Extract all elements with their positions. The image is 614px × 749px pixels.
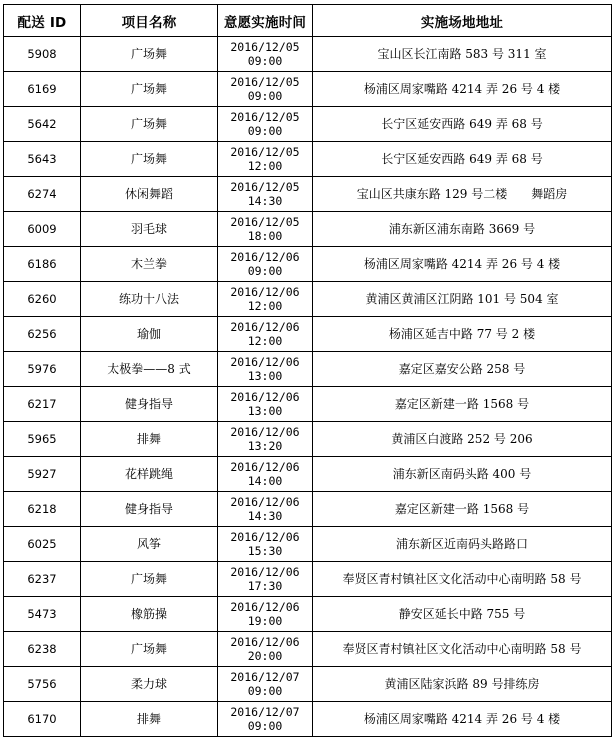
row-intended-time (218, 72, 313, 107)
row-project-name: 健身指导 (81, 492, 218, 527)
row-date: 2016/12/06 (230, 460, 300, 474)
row-id: 6260 (4, 282, 81, 317)
row-id: 6217 (4, 387, 81, 422)
table-row (4, 107, 612, 142)
row-intended-time (218, 527, 313, 562)
table-row (4, 667, 612, 702)
table-row (4, 317, 612, 352)
row-date: 2016/12/07 (230, 705, 300, 719)
header-venue-address: 实施场地地址 (313, 5, 612, 37)
row-project-name: 健身指导 (81, 387, 218, 422)
row-id: 6025 (4, 527, 81, 562)
row-date: 2016/12/07 (230, 670, 300, 684)
table-header (4, 5, 612, 37)
row-intended-time (218, 597, 313, 632)
row-time: 13:00 (247, 369, 283, 383)
row-venue-address: 长宁区延安西路 649 弄 68 号 (313, 107, 612, 142)
row-intended-time (218, 632, 313, 667)
row-project-name: 花样跳绳 (81, 457, 218, 492)
table-row (4, 597, 612, 632)
row-venue-address: 长宁区延安西路 649 弄 68 号 (313, 142, 612, 177)
row-id: 6274 (4, 177, 81, 212)
table-row (4, 37, 612, 72)
row-venue-address: 宝山区共康东路 129 号二楼 舞蹈房 (313, 177, 612, 212)
row-id: 5908 (4, 37, 81, 72)
table-row (4, 387, 612, 422)
row-intended-time (218, 317, 313, 352)
row-id: 5965 (4, 422, 81, 457)
row-date: 2016/12/06 (230, 425, 300, 439)
row-project-name: 广场舞 (81, 72, 218, 107)
header-id: 配送 ID (4, 5, 81, 37)
table-row (4, 527, 612, 562)
table-row (4, 212, 612, 247)
row-date: 2016/12/05 (230, 110, 300, 124)
row-id: 6256 (4, 317, 81, 352)
row-date: 2016/12/06 (230, 285, 300, 299)
row-date: 2016/12/06 (230, 390, 300, 404)
row-date: 2016/12/05 (230, 180, 300, 194)
row-project-name: 排舞 (81, 702, 218, 737)
row-time: 12:00 (247, 299, 283, 313)
row-id: 5643 (4, 142, 81, 177)
row-intended-time (218, 107, 313, 142)
table-row (4, 177, 612, 212)
row-project-name: 柔力球 (81, 667, 218, 702)
row-venue-address: 嘉定区嘉安公路 258 号 (313, 352, 612, 387)
row-time: 13:00 (247, 404, 283, 418)
table-row (4, 72, 612, 107)
row-id: 5473 (4, 597, 81, 632)
row-project-name: 排舞 (81, 422, 218, 457)
row-project-name: 羽毛球 (81, 212, 218, 247)
table-row (4, 702, 612, 737)
row-venue-address: 黄浦区黄浦区江阴路 101 号 504 室 (313, 282, 612, 317)
row-id: 5976 (4, 352, 81, 387)
row-intended-time (218, 457, 313, 492)
row-time: 18:00 (247, 229, 283, 243)
row-project-name: 广场舞 (81, 142, 218, 177)
row-date: 2016/12/06 (230, 600, 300, 614)
row-project-name: 广场舞 (81, 37, 218, 72)
row-venue-address: 嘉定区新建一路 1568 号 (313, 492, 612, 527)
table-row (4, 562, 612, 597)
row-time: 09:00 (247, 54, 283, 68)
row-time: 17:30 (247, 579, 283, 593)
row-time: 14:30 (247, 509, 283, 523)
table-row (4, 492, 612, 527)
table-row (4, 632, 612, 667)
row-date: 2016/12/05 (230, 215, 300, 229)
row-venue-address: 杨浦区周家嘴路 4214 弄 26 号 4 楼 (313, 247, 612, 282)
row-project-name: 太极拳——8 式 (81, 352, 218, 387)
row-project-name: 广场舞 (81, 562, 218, 597)
row-time: 09:00 (247, 684, 283, 698)
row-date: 2016/12/06 (230, 355, 300, 369)
row-time: 09:00 (247, 264, 283, 278)
row-venue-address: 黄浦区陆家浜路 89 号排练房 (313, 667, 612, 702)
row-id: 6218 (4, 492, 81, 527)
row-intended-time (218, 667, 313, 702)
row-time: 14:30 (247, 194, 283, 208)
row-intended-time (218, 387, 313, 422)
row-intended-time (218, 282, 313, 317)
row-id: 6238 (4, 632, 81, 667)
row-date: 2016/12/06 (230, 495, 300, 509)
row-id: 6009 (4, 212, 81, 247)
row-time: 14:00 (247, 474, 283, 488)
row-time: 09:00 (247, 124, 283, 138)
row-project-name: 广场舞 (81, 107, 218, 142)
row-date: 2016/12/06 (230, 565, 300, 579)
row-venue-address: 黄浦区白渡路 252 号 206 (313, 422, 612, 457)
row-time: 20:00 (247, 649, 283, 663)
row-date: 2016/12/06 (230, 635, 300, 649)
row-venue-address: 浦东新区浦东南路 3669 号 (313, 212, 612, 247)
row-project-name: 休闲舞蹈 (81, 177, 218, 212)
row-time: 13:20 (247, 439, 283, 453)
row-time: 19:00 (247, 614, 283, 628)
header-intended-time: 意愿实施时间 (218, 5, 313, 37)
row-id: 6170 (4, 702, 81, 737)
row-id: 5756 (4, 667, 81, 702)
table-row (4, 247, 612, 282)
header-row (4, 5, 612, 37)
row-venue-address: 杨浦区延吉中路 77 号 2 楼 (313, 317, 612, 352)
table-row (4, 352, 612, 387)
row-date: 2016/12/05 (230, 75, 300, 89)
schedule-table (3, 4, 612, 737)
row-intended-time (218, 142, 313, 177)
row-intended-time (218, 247, 313, 282)
row-id: 6169 (4, 72, 81, 107)
row-venue-address: 浦东新区近南码头路路口 (313, 527, 612, 562)
row-venue-address: 浦东新区南码头路 400 号 (313, 457, 612, 492)
row-id: 6186 (4, 247, 81, 282)
row-venue-address: 嘉定区新建一路 1568 号 (313, 387, 612, 422)
row-intended-time (218, 37, 313, 72)
row-id: 6237 (4, 562, 81, 597)
row-intended-time (218, 702, 313, 737)
row-project-name: 瑜伽 (81, 317, 218, 352)
row-time: 12:00 (247, 159, 283, 173)
row-time: 12:00 (247, 334, 283, 348)
row-time: 09:00 (247, 719, 283, 733)
row-venue-address: 奉贤区青村镇社区文化活动中心南明路 58 号 (313, 632, 612, 667)
row-venue-address: 奉贤区青村镇社区文化活动中心南明路 58 号 (313, 562, 612, 597)
row-time: 15:30 (247, 544, 283, 558)
table-row (4, 457, 612, 492)
table-row (4, 282, 612, 317)
row-id: 5642 (4, 107, 81, 142)
row-date: 2016/12/05 (230, 145, 300, 159)
table-row (4, 422, 612, 457)
row-venue-address: 杨浦区周家嘴路 4214 弄 26 号 4 楼 (313, 72, 612, 107)
row-intended-time (218, 212, 313, 247)
row-venue-address: 静安区延长中路 755 号 (313, 597, 612, 632)
row-date: 2016/12/06 (230, 320, 300, 334)
row-id: 5927 (4, 457, 81, 492)
row-venue-address: 宝山区长江南路 583 号 311 室 (313, 37, 612, 72)
row-intended-time (218, 177, 313, 212)
table-row (4, 142, 612, 177)
header-project-name: 项目名称 (81, 5, 218, 37)
row-intended-time (218, 352, 313, 387)
row-venue-address: 杨浦区周家嘴路 4214 弄 26 号 4 楼 (313, 702, 612, 737)
row-intended-time (218, 422, 313, 457)
row-project-name: 木兰拳 (81, 247, 218, 282)
row-date: 2016/12/05 (230, 40, 300, 54)
row-intended-time (218, 492, 313, 527)
row-date: 2016/12/06 (230, 250, 300, 264)
row-intended-time (218, 562, 313, 597)
row-project-name: 橡筋操 (81, 597, 218, 632)
table-body (4, 37, 612, 737)
row-date: 2016/12/06 (230, 530, 300, 544)
row-time: 09:00 (247, 89, 283, 103)
row-project-name: 广场舞 (81, 632, 218, 667)
row-project-name: 练功十八法 (81, 282, 218, 317)
row-project-name: 风筝 (81, 527, 218, 562)
